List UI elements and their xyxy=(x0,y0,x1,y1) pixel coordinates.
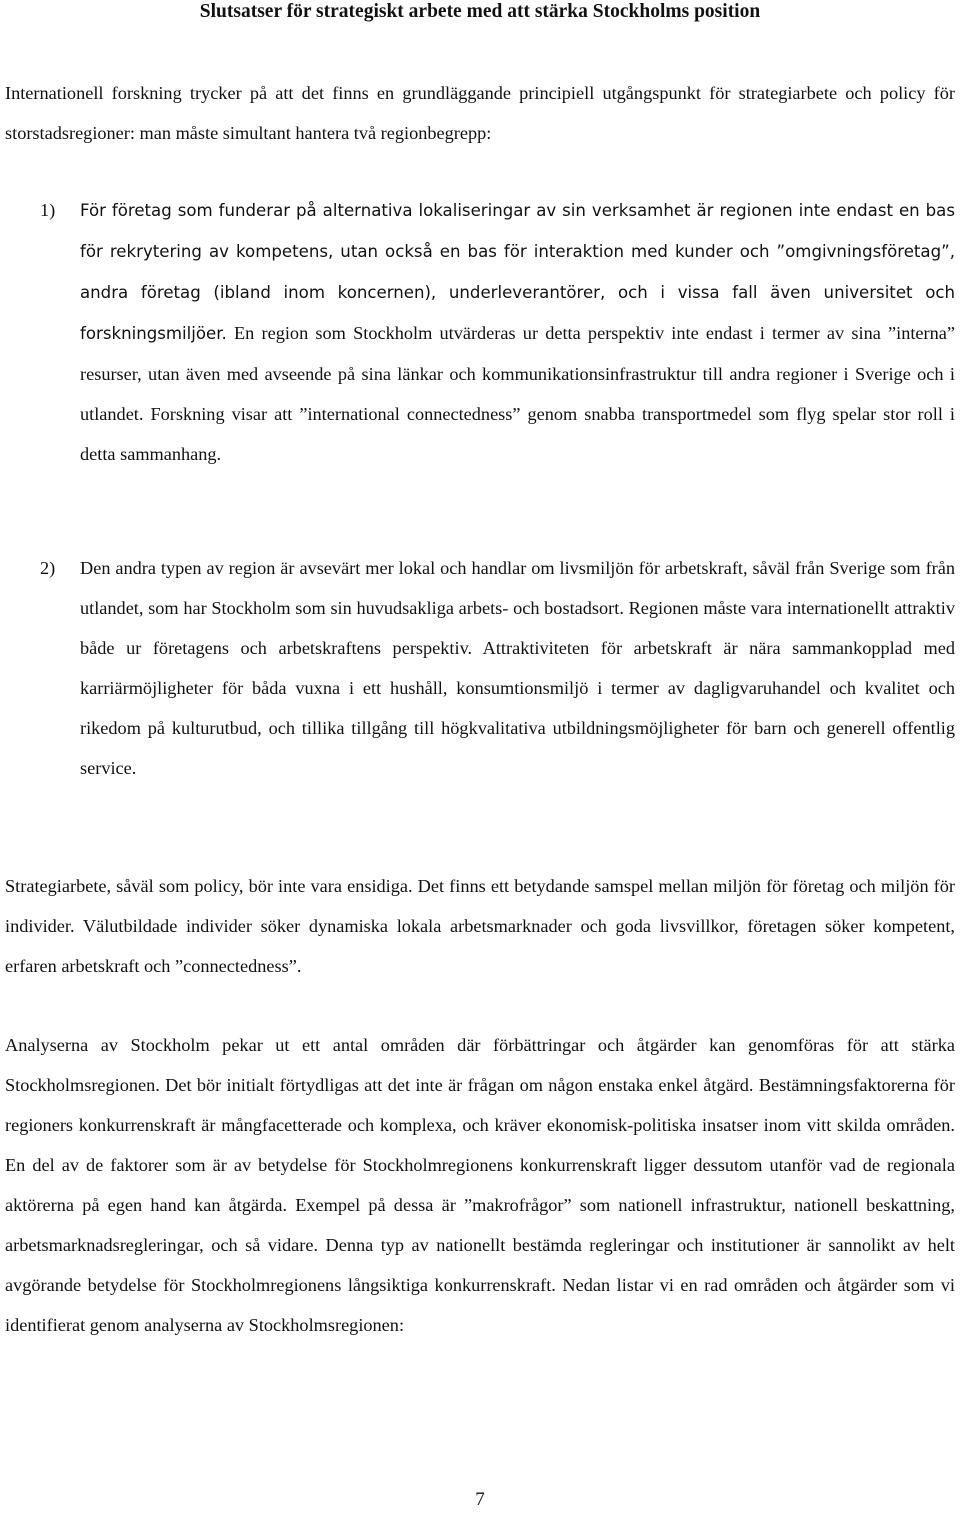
document-title: Slutsatser för strategiskt arbete med att stärka Stockholms position xyxy=(199,1,761,22)
list-item xyxy=(40,190,955,474)
list-item-text: Den andra typen av region är avsevärt mer lokal och handlar om livsmiljön för arbetskraft, såväl från Sverige som från utlandet, som har Stockholm som sin huvudsakliga arbets- och bostadsort. Regionen måste vara internationellt attraktiv både ur företagens och arbetskraftens perspektiv. Attraktiviteten för arbetskraft är nära sammankopplad med karriärmöjligheter för båda vuxna i ett hushåll, konsumtionsmiljö i termer av dagligvaruhandel och kvalitet och rikedom på kulturutbud, och tillika tillgång till högkvalitativa utbildningsmöjligheter för barn och generell offentlig service. xyxy=(80,558,955,778)
list-item-text-part2: En region som Stockholm utvärderas ur detta perspektiv inte endast i termer av sina ”interna” resurser, utan även med avseende på sina länkar och kommunikationsinfrastruktur till andra regioner i Sverige och i utlandet. Forskning visar att ”international connectedness” genom snabba transportmedel som flyg spelar stor roll i detta sammanhang. xyxy=(80,323,955,464)
analysis-paragraph: Analyserna av Stockholm pekar ut ett antal områden där förbättringar och åtgärder kan genomföras för att stärka Stockholmsregionen. Det bör initialt förtydligas att det inte är frågan om någon enstaka enkel åtgärd. Bestämningsfaktorerna för regioners konkurrenskraft är mångfacetterade och komplexa, och kräver ekonomisk-politiska insatser inom vitt skilda områden. En del av de faktorer som är av betydelse för Stockholmregionens konkurrenskraft ligger dessutom utanför vad de regionala aktörerna på egen hand kan åtgärda. Exempel på dessa är ”makrofrågor” som nationell infrastruktur, nationell beskattning, arbetsmarknadsregleringar, och så vidare. Denna typ av nationellt bestämda regleringar och institutioner är sannolikt av helt avgörande betydelse för Stockholmregionens långsiktiga konkurrenskraft. Nedan listar vi en rad områden och åtgärder som vi identifierat genom analyserna av Stockholmsregionen: xyxy=(5,1035,955,1335)
list-item-text xyxy=(80,190,955,474)
strategy-paragraph: Strategiarbete, såväl som policy, bör inte vara ensidiga. Det finns ett betydande samspel mellan miljön för företag och miljön för individer. Välutbildade individer söker dynamiska lokala arbetsmarknader och goda livsvillkor, företagen söker kompetent, erfaren arbetskraft och ”connectedness”. xyxy=(5,876,955,976)
list-item xyxy=(40,548,955,788)
page-number: 7 xyxy=(475,1489,485,1510)
list-item-number: 2) xyxy=(40,558,56,578)
intro-paragraph: Internationell forskning trycker på att det finns en grundläggande principiell utgångspunkt för strategiarbete och policy för storstadsregioner: man måste simultant hantera två regionbegrepp: xyxy=(5,83,955,143)
list-item-text-part1: För företag som funderar på alternativa lokaliseringar av sin verksamhet är regionen inte endast en bas för rekrytering av kompetens, utan också en bas för interaktion med kunder och ”omgivningsföretag”, andra företag (ibland inom koncernen), underleverantörer, och i vissa fall även universitet och forskningsmiljöer. xyxy=(80,201,955,343)
list-item-number: 1) xyxy=(40,200,56,220)
